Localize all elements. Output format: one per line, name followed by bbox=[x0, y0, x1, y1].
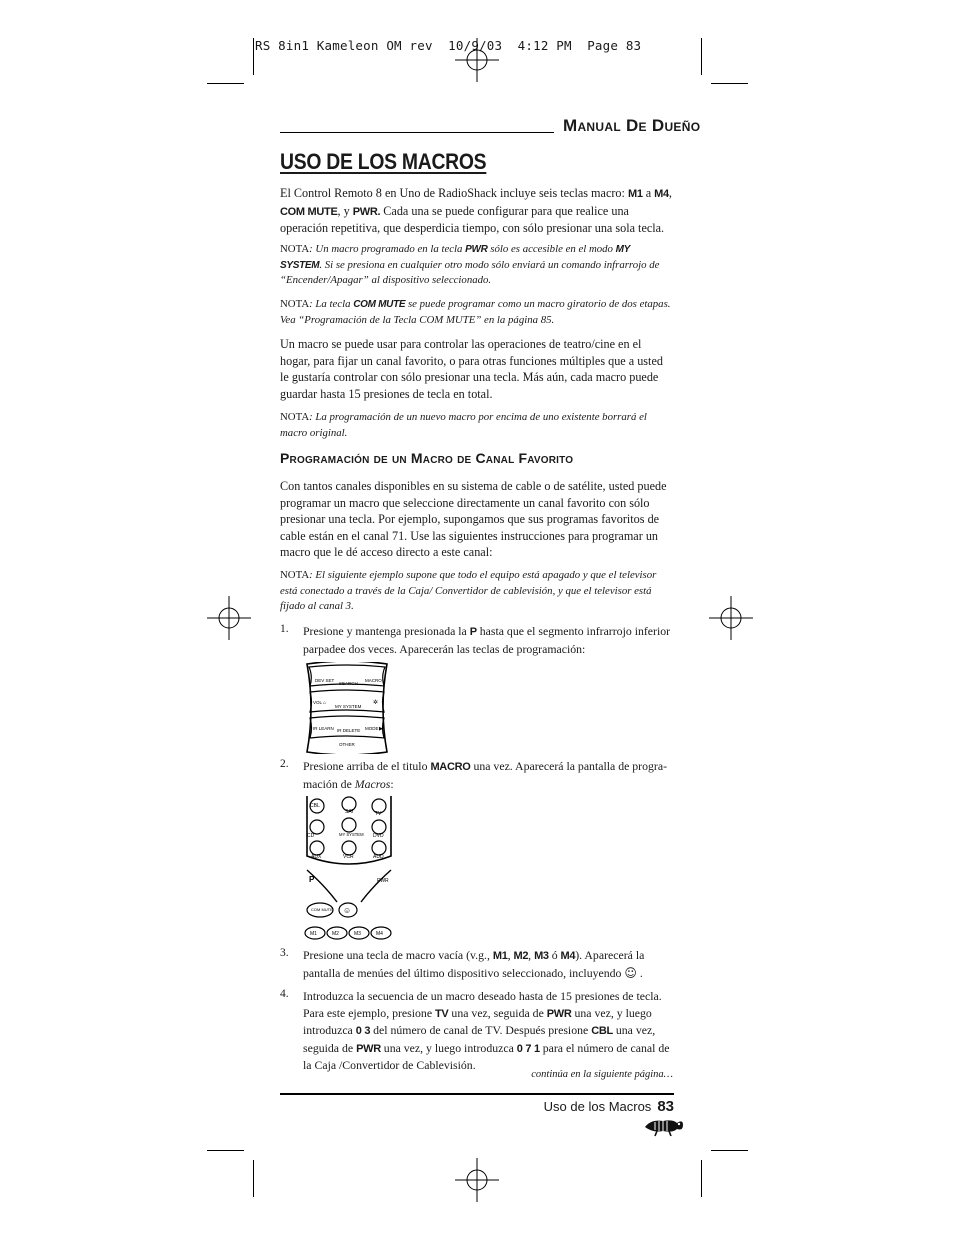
note-4: NOTA: El siguiente ejemplo supone que todo el equipo está apagado y que el televisor está conectado a través de la Caja/ Convertidor de cablevisión, y que el televisor está fijado al canal 3. bbox=[280, 569, 657, 612]
step-2-number: 2. bbox=[280, 758, 289, 770]
macro-face-icon: ☺ bbox=[624, 965, 637, 980]
paragraph-3: Con tantos canales disponibles en su sistema de cable o de satélite, usted puede programar un macro que seleccione directamente un canal favorito con sólo presionar una tecla. Por ejemplo, supongamos que sus programas favoritos de cable están en el canal 71. Use las siguientes instrucciones para programar un macro que le dé acceso directo a este canal: bbox=[280, 479, 667, 559]
fig2-p-key: P bbox=[309, 875, 315, 884]
step-3-text: Presione una tecla de macro vacía (v.g., M1, M2, M3 ó M4). Aparecerá la pantalla de menúes del último dispositivo seleccionado, incluyendo ☺ . bbox=[303, 948, 645, 980]
step-2-text: Presione arriba de el titulo MACRO una vez. Aparecerá la pantalla de progra-mación de Macros: bbox=[303, 759, 668, 791]
fig2-aux-label: AUX bbox=[311, 854, 322, 860]
registration-mark-top bbox=[455, 38, 499, 82]
fig1-ir-delete-label: IR DELETE bbox=[337, 728, 361, 733]
fig1-mode-label: MODE bbox=[365, 726, 379, 731]
fig1-macro-label: MACRO bbox=[365, 678, 382, 683]
fig2-aud-label: AUD bbox=[373, 854, 384, 860]
fig2-cbl-label: CBL bbox=[310, 803, 320, 809]
fig2-tv-label: TV bbox=[375, 811, 382, 817]
page-title: USO DE LOS MACROS bbox=[280, 149, 487, 174]
running-header: Manual De Dueño bbox=[563, 116, 701, 135]
fig1-home-icon: ⌂ bbox=[323, 700, 327, 706]
fig1-other-label: OTHER bbox=[339, 742, 355, 747]
header-rule bbox=[280, 132, 554, 133]
step-1-number: 1. bbox=[280, 623, 289, 635]
fig2-my-system-label: MY SYSTEM bbox=[339, 832, 364, 837]
fig1-dev-set-label: DEV SET bbox=[315, 678, 335, 683]
continue-note: continúa en la siguiente página… bbox=[531, 1069, 673, 1080]
note-1: NOTA: Un macro programado en la tecla PWR sólo es accesible en el modo MY SYSTEM. Si se presiona en cualquier otro modo sólo enviará un comando infrarrojo de “Encender/Apagar” al dispositivo seleccionado. bbox=[280, 243, 660, 286]
fig1-ir-learn-label: IR LEARN bbox=[313, 726, 334, 731]
page-number: 83 bbox=[657, 1098, 674, 1115]
footer-label: Uso de los Macros bbox=[543, 1099, 652, 1114]
fig2-m4-key: M4 bbox=[376, 931, 383, 937]
step-3-number: 3. bbox=[280, 947, 289, 959]
chameleon-logo-icon bbox=[643, 1115, 685, 1137]
note-2: NOTA: La tecla COM MUTE se puede programar como un macro giratorio de dos etapas. Vea “Programación de la Tecla COM MUTE” en la página 85. bbox=[280, 298, 671, 326]
fig2-com-mute-key: COM MUTE bbox=[311, 907, 333, 912]
fig2-m3-key: M3 bbox=[354, 931, 361, 937]
note-3: NOTA: La programación de un nuevo macro por encima de uno existente borrará el macro original. bbox=[280, 411, 647, 439]
paragraph-2: Un macro se puede usar para controlar las operaciones de teatro/cine en el hogar, para fijar un canal favorito, o para otras funciones múltiples que a usted le gustaría controlar con sólo presionar una tecla. Más aún, cada macro puede guardar hasta 15 presiones de tecla en total. bbox=[280, 337, 663, 401]
fig1-search-label: SEARCH bbox=[339, 681, 358, 686]
fig2-cd-label: CD bbox=[307, 833, 315, 839]
programming-keys-figure bbox=[303, 662, 391, 754]
fig2-m1-key: M1 bbox=[310, 931, 317, 937]
step-4-text: Introduzca la secuencia de un macro deseado hasta de 15 presiones de tecla. Para este ejemplo, presione TV una vez, seguida de PWR una vez, y luego introduzca 0 3 del número de canal de TV. Después presione CBL una vez, seguida de PWR una vez, y luego introduzca 0 7 1 para el número de canal de la Caja /Convertidor de Cablevisión. bbox=[303, 989, 670, 1072]
macro-screen-figure bbox=[303, 794, 395, 944]
fig2-vcr-label: VCR bbox=[343, 854, 354, 860]
fig1-play-icon: ▶ bbox=[379, 726, 383, 732]
fig2-pwr-key: PWR bbox=[377, 878, 389, 884]
registration-mark-right bbox=[709, 596, 753, 640]
step-1-text: Presione y mantenga presionada la P hasta que el segmento infrarrojo inferior parpadee dos veces. Aparecerán las teclas de programación: bbox=[303, 624, 671, 656]
fig1-vol-label: VOL bbox=[313, 700, 323, 705]
fig1-light-icon: ✲ bbox=[373, 700, 379, 706]
footer-rule bbox=[280, 1093, 674, 1095]
step-4-number: 4. bbox=[280, 988, 289, 1000]
fig2-dvd-label: DVD bbox=[373, 833, 384, 839]
fig1-my-system-label: MY SYSTEM bbox=[335, 704, 362, 709]
intro-paragraph: El Control Remoto 8 en Uno de RadioShack incluye seis teclas macro: M1 a M4, COM MUTE, y PWR. Cada una se puede configurar para que realice una operación repetitiva, que desperdicia tiempo, con sólo presionar una sola tecla. bbox=[280, 186, 672, 235]
section-title: Programación de un Macro de Canal Favorito bbox=[280, 450, 574, 466]
fig2-m2-key: M2 bbox=[332, 931, 339, 937]
registration-mark-left bbox=[207, 596, 251, 640]
footer bbox=[280, 1098, 674, 1115]
fig2-face-icon: ☺ bbox=[343, 906, 352, 915]
registration-mark-bottom bbox=[455, 1158, 499, 1202]
print-slug: RS 8in1 Kameleon OM rev 10/9/03 4:12 PM Page 83 bbox=[255, 38, 642, 53]
fig2-sat-label: SAT bbox=[345, 809, 355, 815]
